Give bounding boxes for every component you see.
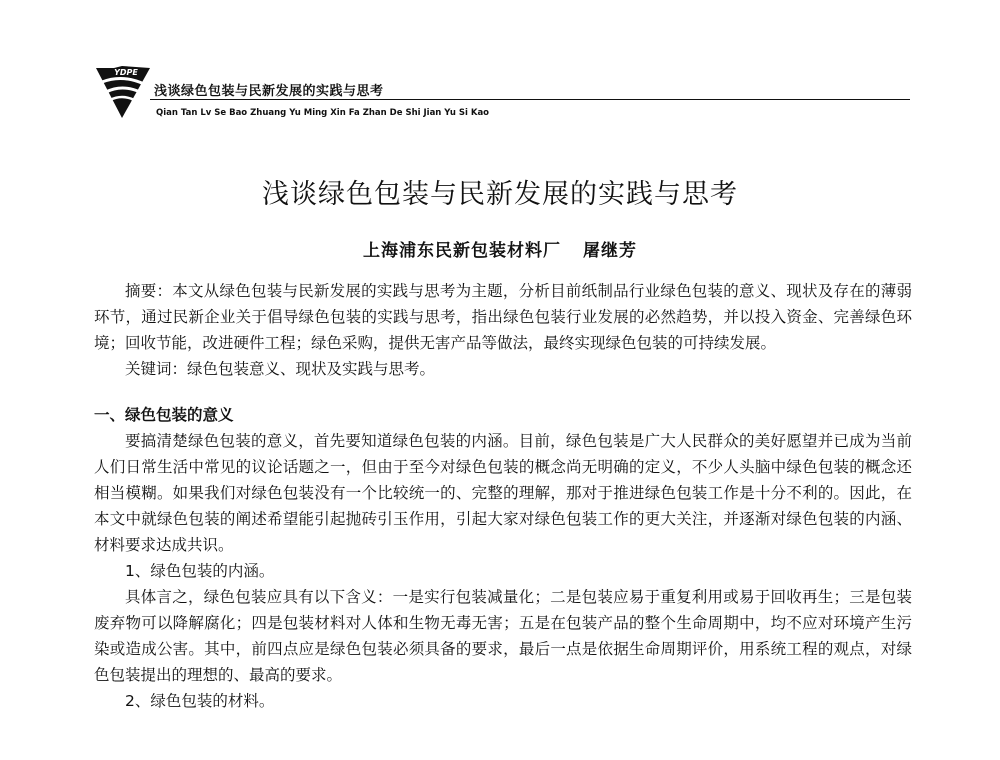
body-paragraph: 要搞清楚绿色包装的意义，首先要知道绿色包装的内涵。目前，绿色包装是广大人民群众的美好愿望并已成为当前人们日常生活中常见的议论话题之一，但由于至今对绿色包装的概念尚无明确的定义，不少人头脑中绿色包装的概念还相当模糊。如果我们对绿色包装没有一个比较统一的、完整的理解，那对于推进绿色包装工作是十分不利的。因此，在本文中就绿色包装的阐述希望能引起抛砖引玉作用，引起大家对绿色包装工作的更大关注，并逐渐对绿色包装的内涵、材料要求达成共识。 <box>94 432 912 554</box>
subsection-heading: 1、绿色包装的内涵。 <box>125 562 275 580</box>
article-body <box>94 278 912 714</box>
section-heading: 一、绿色包装的意义 <box>94 406 234 424</box>
article-title: 浅谈绿色包装与民新发展的实践与思考 <box>262 179 738 210</box>
author-name: 屠继芳 <box>583 241 637 261</box>
abstract: 摘要：本文从绿色包装与民新发展的实践与思考为主题，分析目前纸制品行业绿色包装的意义、现状及存在的薄弱环节，通过民新企业关于倡导绿色包装的实践与思考，指出绿色包装行业发展的必然趋势，并以投入资金、完善绿色环境；回收节能，改进硬件工程；绿色采购，提供无害产品等做法，最终实现绿色包装的可持续发展。 <box>94 282 912 352</box>
logo-text: YDPE <box>114 68 138 77</box>
body-paragraph: 具体言之，绿色包装应具有以下含义：一是实行包装减量化；二是包装应易于重复利用或易于回收再生；三是包装废弃物可以降解腐化；四是包装材料对人体和生物无毒无害；五是在包装产品的整个生命周期中，均不应对环境产生污染或造成公害。其中，前四点应是绿色包装必须具备的要求，最后一点是依据生命周期评价，用系统工程的观点，对绿色包装提出的理想的、最高的要求。 <box>94 588 912 684</box>
header-divider <box>150 99 910 100</box>
running-title-pinyin: Qian Tan Lv Se Bao Zhuang Yu Ming Xin Fa Zhan De Shi Jian Yu Si Kao <box>156 108 490 118</box>
keywords: 关键词：绿色包装意义、现状及实践与思考。 <box>125 360 436 378</box>
running-header <box>0 0 1000 130</box>
subsection-heading: 2、绿色包装的材料。 <box>125 692 275 710</box>
running-title: 浅谈绿色包装与民新发展的实践与思考 <box>154 84 384 99</box>
byline <box>0 236 1000 261</box>
journal-logo-icon <box>92 62 154 120</box>
author-affiliation: 上海浦东民新包装材料厂 <box>363 241 561 261</box>
